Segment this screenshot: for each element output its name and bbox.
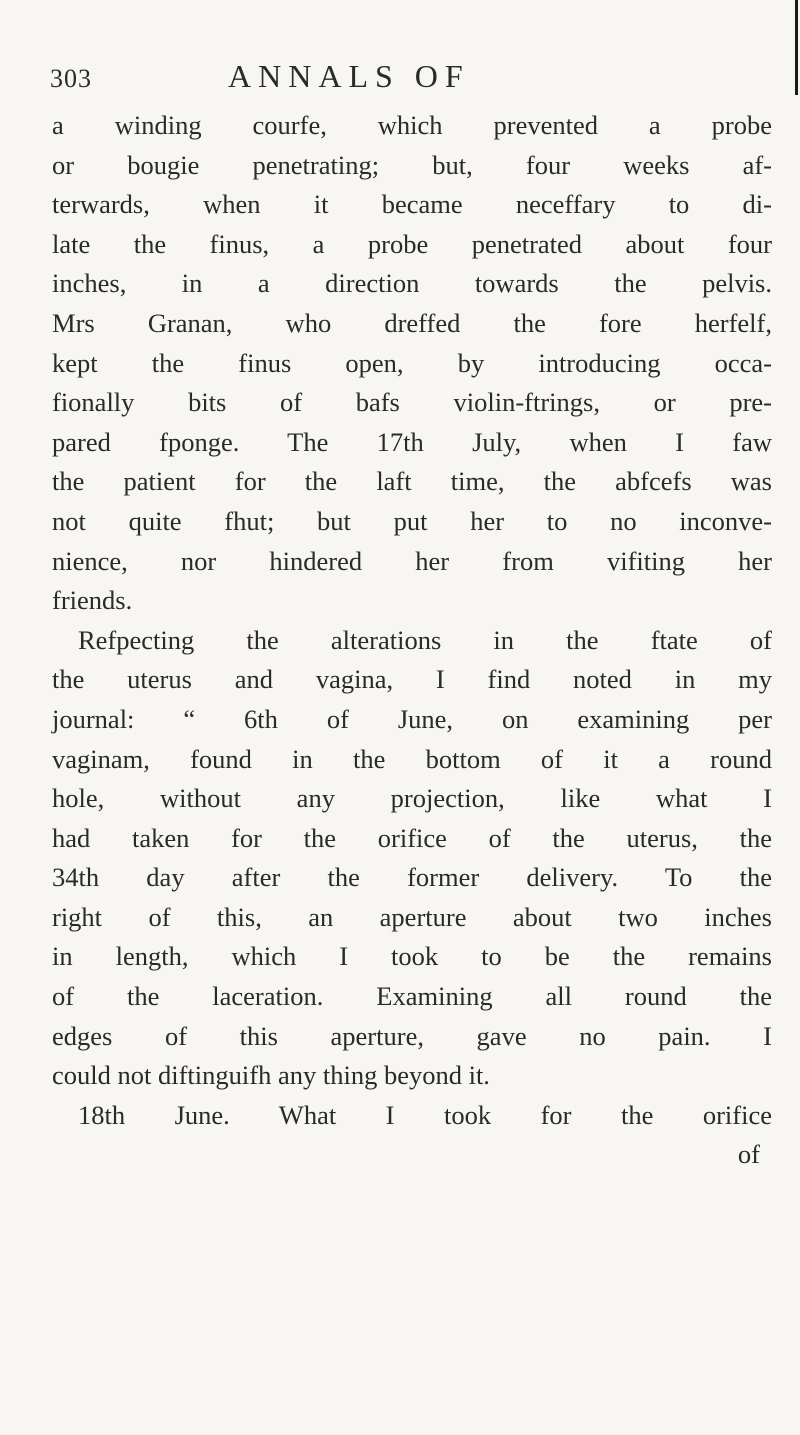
text-line: could not diftinguifh any thing beyond it. — [52, 1060, 490, 1091]
text-line: inches, in a direction towards the pelvis. — [52, 268, 772, 299]
text-line: hole, without any projection, like what I — [52, 783, 772, 814]
running-head: ANNALS OF — [228, 58, 470, 94]
text-line: not quite fhut; but put her to no inconve- — [52, 505, 772, 536]
paragraph-first-line: 18th June. What I took for the orifice — [78, 1099, 772, 1130]
text-line: the patient for the laft time, the abfcefs was — [52, 466, 772, 497]
text-line: edges of this aperture, gave no pain. I — [52, 1020, 772, 1051]
text-line: a winding courfe, which prevented a probe — [52, 110, 772, 140]
text-line: of the laceration. Examining all round the — [52, 981, 772, 1012]
text-line: fionally bits of bafs violin-ftrings, or pre- — [52, 387, 772, 418]
text-line: or bougie penetrating; but, four weeks af- — [52, 149, 772, 180]
text-line: had taken for the orifice of the uterus, the — [52, 822, 772, 853]
text-line: right of this, an aperture about two inches — [52, 901, 772, 932]
text-line: pared fponge. The 17th July, when I faw — [52, 426, 772, 457]
text-line: vaginam, found in the bottom of it a round — [52, 743, 772, 774]
paragraph-first-line: Refpecting the alterations in the ftate of — [78, 624, 772, 655]
text-line: nience, nor hindered her from vifiting her — [52, 545, 772, 576]
body-text — [52, 106, 772, 1175]
page-number: 303 — [50, 64, 92, 93]
text-line: in length, which I took to be the remains — [52, 941, 772, 972]
text-line: Mrs Granan, who dreffed the fore herfelf, — [52, 307, 772, 338]
text-line: terwards, when it became neceffary to di- — [52, 189, 772, 220]
text-line: kept the finus open, by introducing occa- — [52, 347, 772, 378]
catchword: of — [737, 1139, 760, 1170]
text-line: the uterus and vagina, I find noted in my — [52, 664, 772, 695]
text-line: friends. — [52, 585, 133, 616]
page-edge-line — [795, 0, 798, 95]
text-line: late the finus, a probe penetrated about four — [52, 228, 772, 259]
text-line: journal: “ 6th of June, on examining per — [52, 703, 772, 734]
text-line: 34th day after the former delivery. To the — [52, 862, 772, 893]
